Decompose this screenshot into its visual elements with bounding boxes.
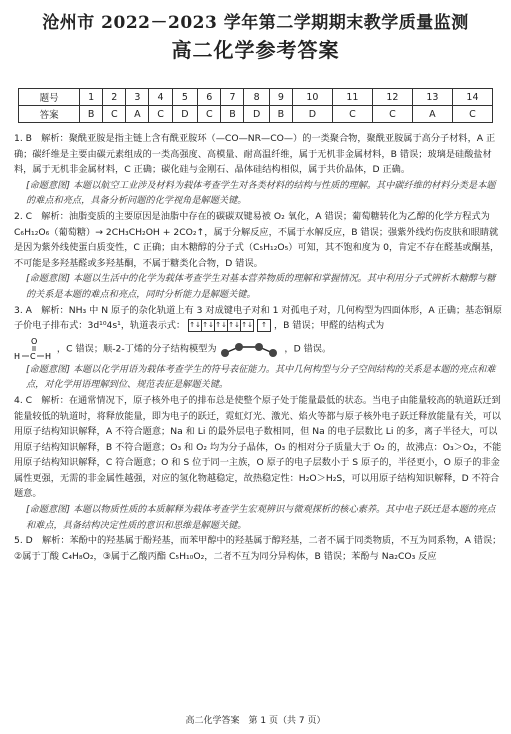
q4-intent-note: [命题意图] 本题以物质性质的本质解释为载体考查学生宏观辨识与微观探析的核心素养。其中电子跃迁是本题的亮点和难点，具备结构决定性质的意识和思维是解题关键。: [26, 504, 496, 531]
q1-intent-note: [命题意图] 本题以航空工业涉及材料为载体考查学生对各类材料的结构与性质的理解。其中碳纤维的材料分类是本题的难点和亮点，具备分析问题的化学视角是解题关键。: [26, 179, 496, 207]
svg-text:H: H: [14, 351, 21, 361]
q4-explanation: 4. C 解析：在通常情况下，原子核外电子的排布总是使整个原子处于能量最低的状态。当电子由能量较高的轨道跃迁到能量较低的轨道时，将释放能量，即为电子的跃迁，霓虹灯光、激光、焰火等都与原子核外电子跃迁释放能量有关，可以用原子结构知识解释，A 不符合题意；Na 和 Li 的最外层电子数相同，但 Na 的电子层数比 Li 的多，离子半径大，可以用原子结构知识解释，B 不符合题意；O₃ 和 O₂ 均为分子晶体，O₃ 的相对分子质量大于 O₂ 的，故沸点：O₃＞O₂，不能用原子结构知识解释，C 符合题意；O 和 S 位于同一主族，O 原子的电子层数小于 S 原子的，半径更小，O 原子的非金属性更强，无需的非金属性越强，对应的氢化物越稳定，故热稳定性：H₂O＞H₂S，可以用原子结构知识解释，D 不符合题意。: [14, 394, 502, 500]
q3-text-a: 3. A 解析：NH₃ 中 N 原子的杂化轨道上有 3 对成键电子对和 1 对孤电子对，几何构型为四面体形，A 正确；基态铜原子价电子排布式：3d¹⁰4s¹，轨道表示式：: [14, 304, 502, 332]
table-cell: 11: [332, 89, 372, 106]
table-cell: B: [269, 106, 292, 123]
table-cell: 9: [269, 89, 292, 106]
table-cell: 13: [412, 89, 452, 106]
table-cell: C: [149, 106, 172, 123]
table-cell: 7: [221, 89, 244, 106]
table-cell: 3: [126, 89, 149, 106]
table-cell: 1: [80, 89, 103, 106]
table-cell: 6: [198, 89, 221, 106]
q3-text-c: ，C 错误；顺-2-丁烯的分子结构模型为: [56, 343, 217, 355]
table-cell: A: [412, 106, 452, 123]
table-cell: A: [126, 106, 149, 123]
q1-explanation: 1. B 解析：聚酰亚胺是指主链上含有酰亚胺环（—CO—NR—CO—）的一类聚合物，聚酰亚胺属于高分子材料，A 正确；碳纤维是主要由碳元素组成的一类高强度、高模量、耐高温纤维，属于无机非金属材料，B 错误；玻璃是硅酸盐材料，属于无机非金属材料，C 正确；碳化硅与金刚石、晶体硅结构相似，属于共价晶体，D 正确。: [14, 133, 496, 176]
q2-explanation: 2. C 解析：油脂变质的主要原因是油脂中存在的碳碳双键易被 O₂ 氧化，A 错误；葡萄糖转化为乙醇的化学方程式为 C₆H₁₂O₆（葡萄糖）→ 2CH₃CH₂OH + 2CO₂↑，属于分解反应，不属于水解反应，B 错误；强紫外线灼伤皮肤和眼睛就是因为紫外线使蛋白质变性，C 正确；由木糖醇的分子式（C₅H₁₂O₅）可知，其不饱和度为 0，肯定不存在醛基或酮基，不可能是多羟基醛或多羟基酮，不属于糖类化合物，D 错误。: [14, 210, 500, 269]
table-cell: 12: [372, 89, 412, 106]
answer-table: [18, 88, 493, 123]
table-cell: C: [452, 106, 492, 123]
q3-text-d: ，D 错误。: [284, 343, 332, 355]
table-cell: 4: [149, 89, 172, 106]
table-cell: 14: [452, 89, 492, 106]
table-cell: 8: [244, 89, 269, 106]
cu-3d-orbital-diagram: ↑↓ ↑↓ ↑↓ ↑↓ ↑↓: [188, 319, 254, 332]
table-cell: C: [198, 106, 221, 123]
q2-intent-note: [命题意图] 本题以生活中的化学为载体考查学生对基本营养物质的理解和掌握情况。其中利用分子式辨析木糖醇与糖的关系是本题的难点和亮点，同时分析能力是解题关键。: [26, 273, 496, 300]
formaldehyde-structure: [14, 336, 54, 362]
table-cell: 5: [172, 89, 197, 106]
table-cell: D: [172, 106, 197, 123]
document-title: 沧州市 2022－2023 学年第二学期期末教学质量监测: [42, 13, 469, 33]
q3-explanation: [14, 303, 502, 334]
table-cell: B: [80, 106, 103, 123]
row-label-answer: 答案: [19, 106, 80, 123]
answer-explanations: [14, 131, 502, 564]
q3-text-b: ，B 错误；甲醛的结构式为: [273, 320, 385, 332]
table-cell: D: [292, 106, 332, 123]
cu-4s-orbital-diagram: ↑: [257, 319, 271, 332]
table-cell: C: [103, 106, 126, 123]
table-cell: 10: [292, 89, 332, 106]
table-cell: B: [221, 106, 244, 123]
table-cell: D: [244, 106, 269, 123]
svg-text:O: O: [31, 336, 38, 346]
q5-explanation: 5. D 解析：苯酚中的羟基属于酚羟基，而苯甲醇中的羟基属于醇羟基，二者不属于同类物质，不互为同系物，A 错误；②属于丁酸 C₄H₈O₂，③属于乙酸丙酯 C₅H₁₀O₂，二者不互为同分异构体，B 错误；苯酚与 Na₂CO₃ 反应: [14, 535, 502, 562]
q3-intent-note: [命题意图] 本题以化学用语为载体考查学生的符号表征能力。其中几何构型与分子空间结构的关系是本题的亮点和难点，对化学用语理解到位、规范表征是解题关键。: [26, 363, 496, 391]
cis-2-butene-model: [219, 339, 281, 359]
table-row-answers: [19, 106, 493, 123]
row-label-number: 题号: [19, 89, 80, 106]
svg-text:C: C: [30, 351, 36, 361]
table-row-numbers: [19, 89, 493, 106]
q3-explanation-cont: [14, 336, 502, 362]
document-subtitle: 高二化学参考答案: [171, 38, 340, 62]
page-footer: 高二化学答案 第 1 页（共 7 页）: [185, 716, 326, 726]
table-cell: C: [332, 106, 372, 123]
table-cell: C: [372, 106, 412, 123]
svg-text:H: H: [45, 351, 52, 361]
table-cell: 2: [103, 89, 126, 106]
